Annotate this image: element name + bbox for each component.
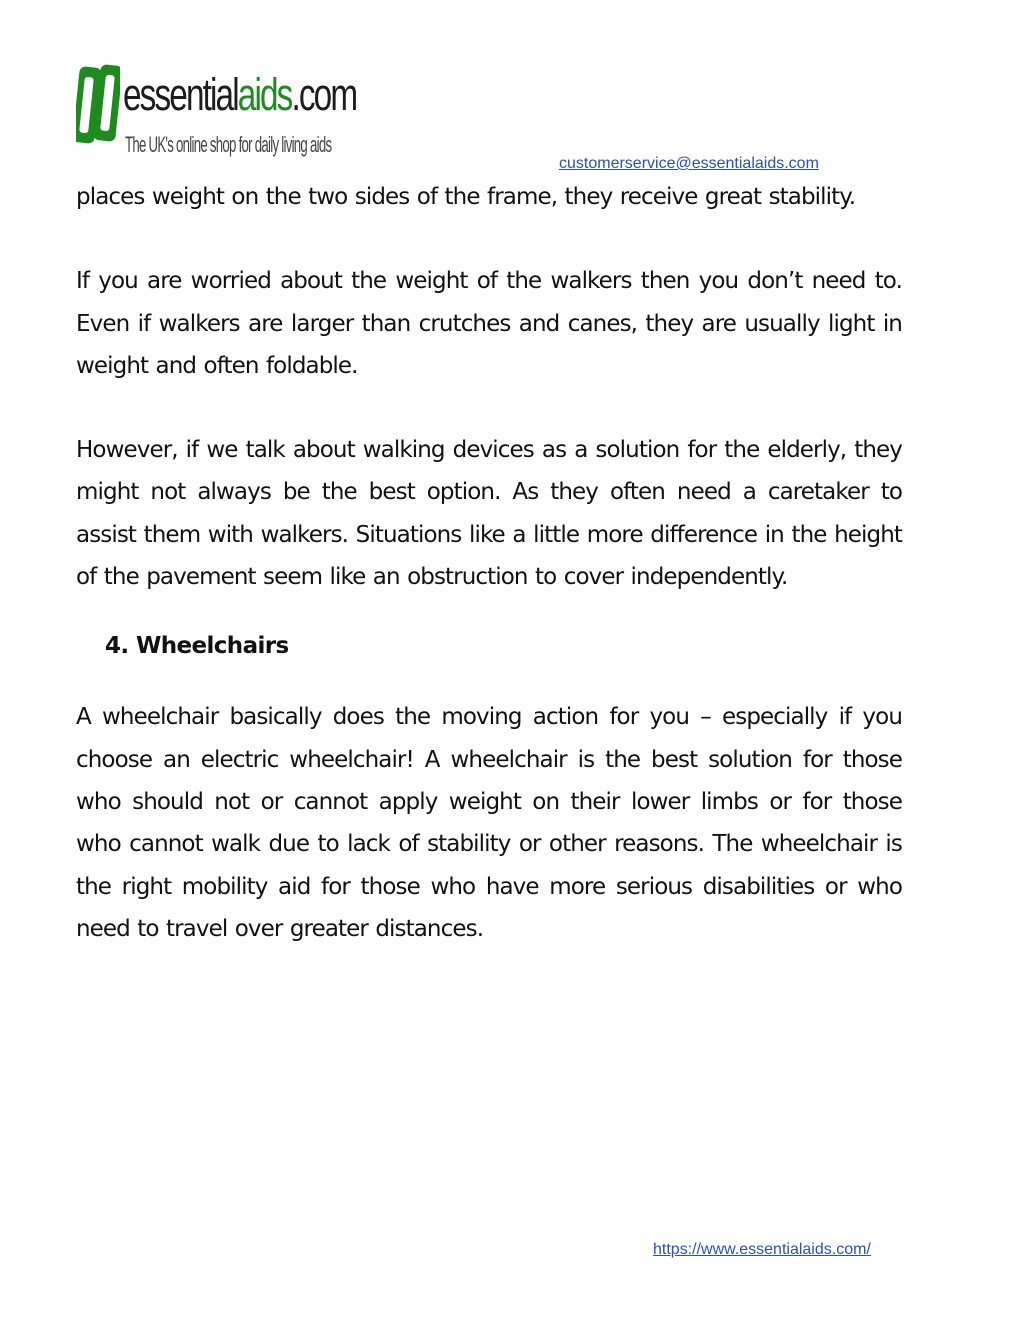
logo-tagline: The UK's online shop for daily living aids (125, 132, 332, 157)
paragraph-walker-stability: places weight on the two sides of the frame, they receive great stability. (76, 184, 856, 210)
paragraph-wheelchair: A wheelchair basically does the moving action for you – especially if you choose an electric wheelchair! A wheelchair is the best solution for those who should not or cannot apply weight on their lower limbs or for those who cannot walk due to lack of stability or other reasons. The wheelchair is the right mobility aid for those who have more serious disabilities or who need to travel over greater distances. (76, 704, 902, 942)
paragraph-walker-elderly: However, if we talk about walking devices as a solution for the elderly, they might not always be the best option. As they often need a caretaker to assist them with walkers. Situations like a little more difference in the height of the pavement seem like an obstruction to cover independently. (76, 437, 902, 591)
logo-word-green: aids (237, 69, 292, 120)
logo-word-dark: essential (123, 69, 238, 120)
paragraph-walker-weight: If you are worried about the weight of the walkers then you don’t need to. Even if walkers are larger than crutches and canes, they are usually light in weight and often foldable. (76, 268, 902, 379)
customer-service-email-link[interactable]: customerservice@essentialaids.com (559, 155, 819, 172)
website-url-link[interactable]: https://www.essentialaids.com/ (653, 1241, 871, 1258)
logo-word-suffix: .com (291, 69, 357, 120)
document-body (76, 176, 902, 950)
section-heading-wheelchairs: 4. Wheelchairs (105, 633, 289, 660)
logo-mark-icon (76, 63, 120, 149)
essentialaids-logo (76, 60, 357, 170)
logo-wordmark (123, 69, 357, 120)
